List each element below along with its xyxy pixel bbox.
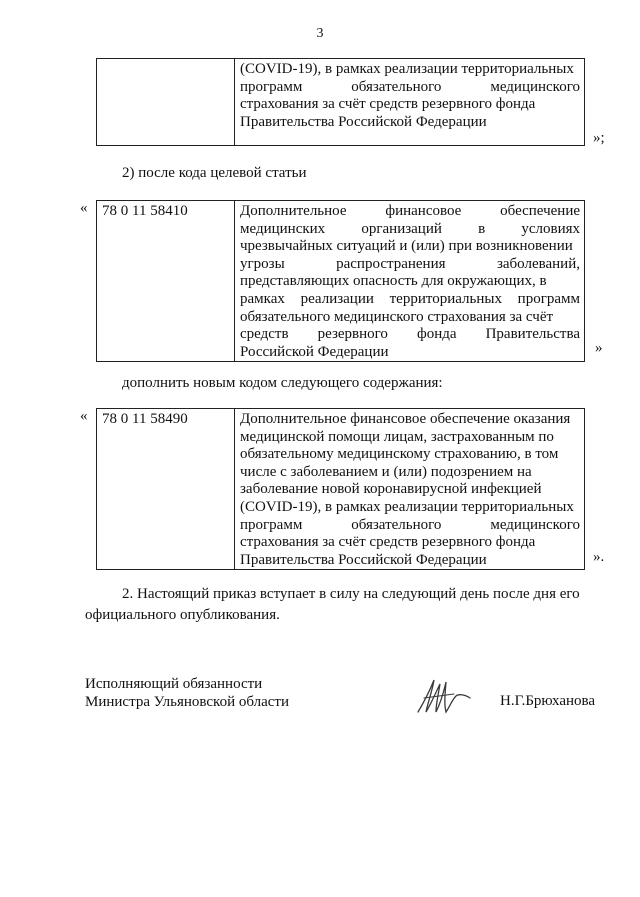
paragraph-2-line-2: официального опубликования. — [85, 607, 280, 623]
description-line: Российской Федерации — [240, 343, 389, 360]
description-line: угрозы распространения заболеваний, — [240, 255, 580, 272]
description-line: представляющих опасность для окружающих, в — [240, 273, 547, 290]
description-line: страхования за счёт средств резервного фонда — [240, 534, 536, 551]
table-row — [97, 409, 585, 570]
opening-quote: « — [80, 200, 88, 216]
closing-quote: »; — [593, 130, 605, 146]
closing-quote: » — [595, 340, 603, 356]
item-2-text: 2) после кода целевой статьи — [122, 165, 307, 181]
code-table-58490 — [96, 408, 585, 570]
signatory-name: Н.Г.Брюханова — [500, 693, 596, 709]
description-line: медицинской помощи лицам, застрахованным по — [240, 428, 554, 445]
signatory-title-line-1: Исполняющий обязанности — [85, 676, 263, 692]
description-line: Правительства Российской Федерации — [240, 551, 487, 568]
paragraph-2-line-1: 2. Настоящий приказ вступает в силу на следующий день после дня его — [122, 586, 580, 602]
code-table-continuation — [96, 58, 585, 146]
table-row — [97, 59, 585, 146]
handwritten-signature — [414, 672, 474, 720]
description-line: обязательного медицинского страхования за счёт — [240, 308, 554, 325]
description-line: заболевание новой коронавирусной инфекцией — [240, 481, 542, 498]
description-line: медицинских организаций в условиях — [240, 220, 580, 237]
add-code-text: дополнить новым кодом следующего содержания: — [122, 375, 443, 391]
page-number: 3 — [316, 26, 324, 41]
signatory-title-line-2: Министра Ульяновской области — [85, 694, 290, 710]
description-line: чрезвычайных ситуаций и (или) при возникновении — [240, 238, 573, 255]
code-cell: 78 0 11 58490 — [97, 409, 235, 570]
description-line: рамках реализации территориальных программ — [240, 290, 580, 307]
description-line: (COVID-19), в рамках реализации территориальных — [240, 498, 574, 515]
description-line: числе с заболеванием и (или) подозрением на — [240, 463, 532, 480]
description-line: обязательному медицинскому страхованию, в том — [240, 446, 559, 463]
description-cell — [235, 409, 585, 570]
description-line: средств резервного фонда Правительства — [240, 326, 580, 343]
table-row — [97, 201, 585, 362]
description-cell — [235, 201, 585, 362]
code-cell: 78 0 11 58410 — [97, 201, 235, 362]
description-line: программ обязательного медицинского — [240, 78, 580, 95]
description-line: Дополнительное финансовое обеспечение — [240, 203, 580, 219]
code-table-58410 — [96, 200, 585, 362]
description-cell — [235, 59, 585, 146]
description-line: (COVID-19), в рамках реализации территориальных — [240, 61, 574, 77]
description-line: страхования за счёт средств резервного фонда — [240, 96, 536, 113]
description-line: Дополнительное финансовое обеспечение оказания — [240, 411, 571, 427]
opening-quote: « — [80, 408, 88, 424]
description-line: Правительства Российской Федерации — [240, 113, 487, 130]
code-cell — [97, 59, 235, 146]
closing-quote: ». — [593, 549, 605, 565]
description-line: программ обязательного медицинского — [240, 516, 580, 533]
signatory-title — [85, 675, 289, 711]
